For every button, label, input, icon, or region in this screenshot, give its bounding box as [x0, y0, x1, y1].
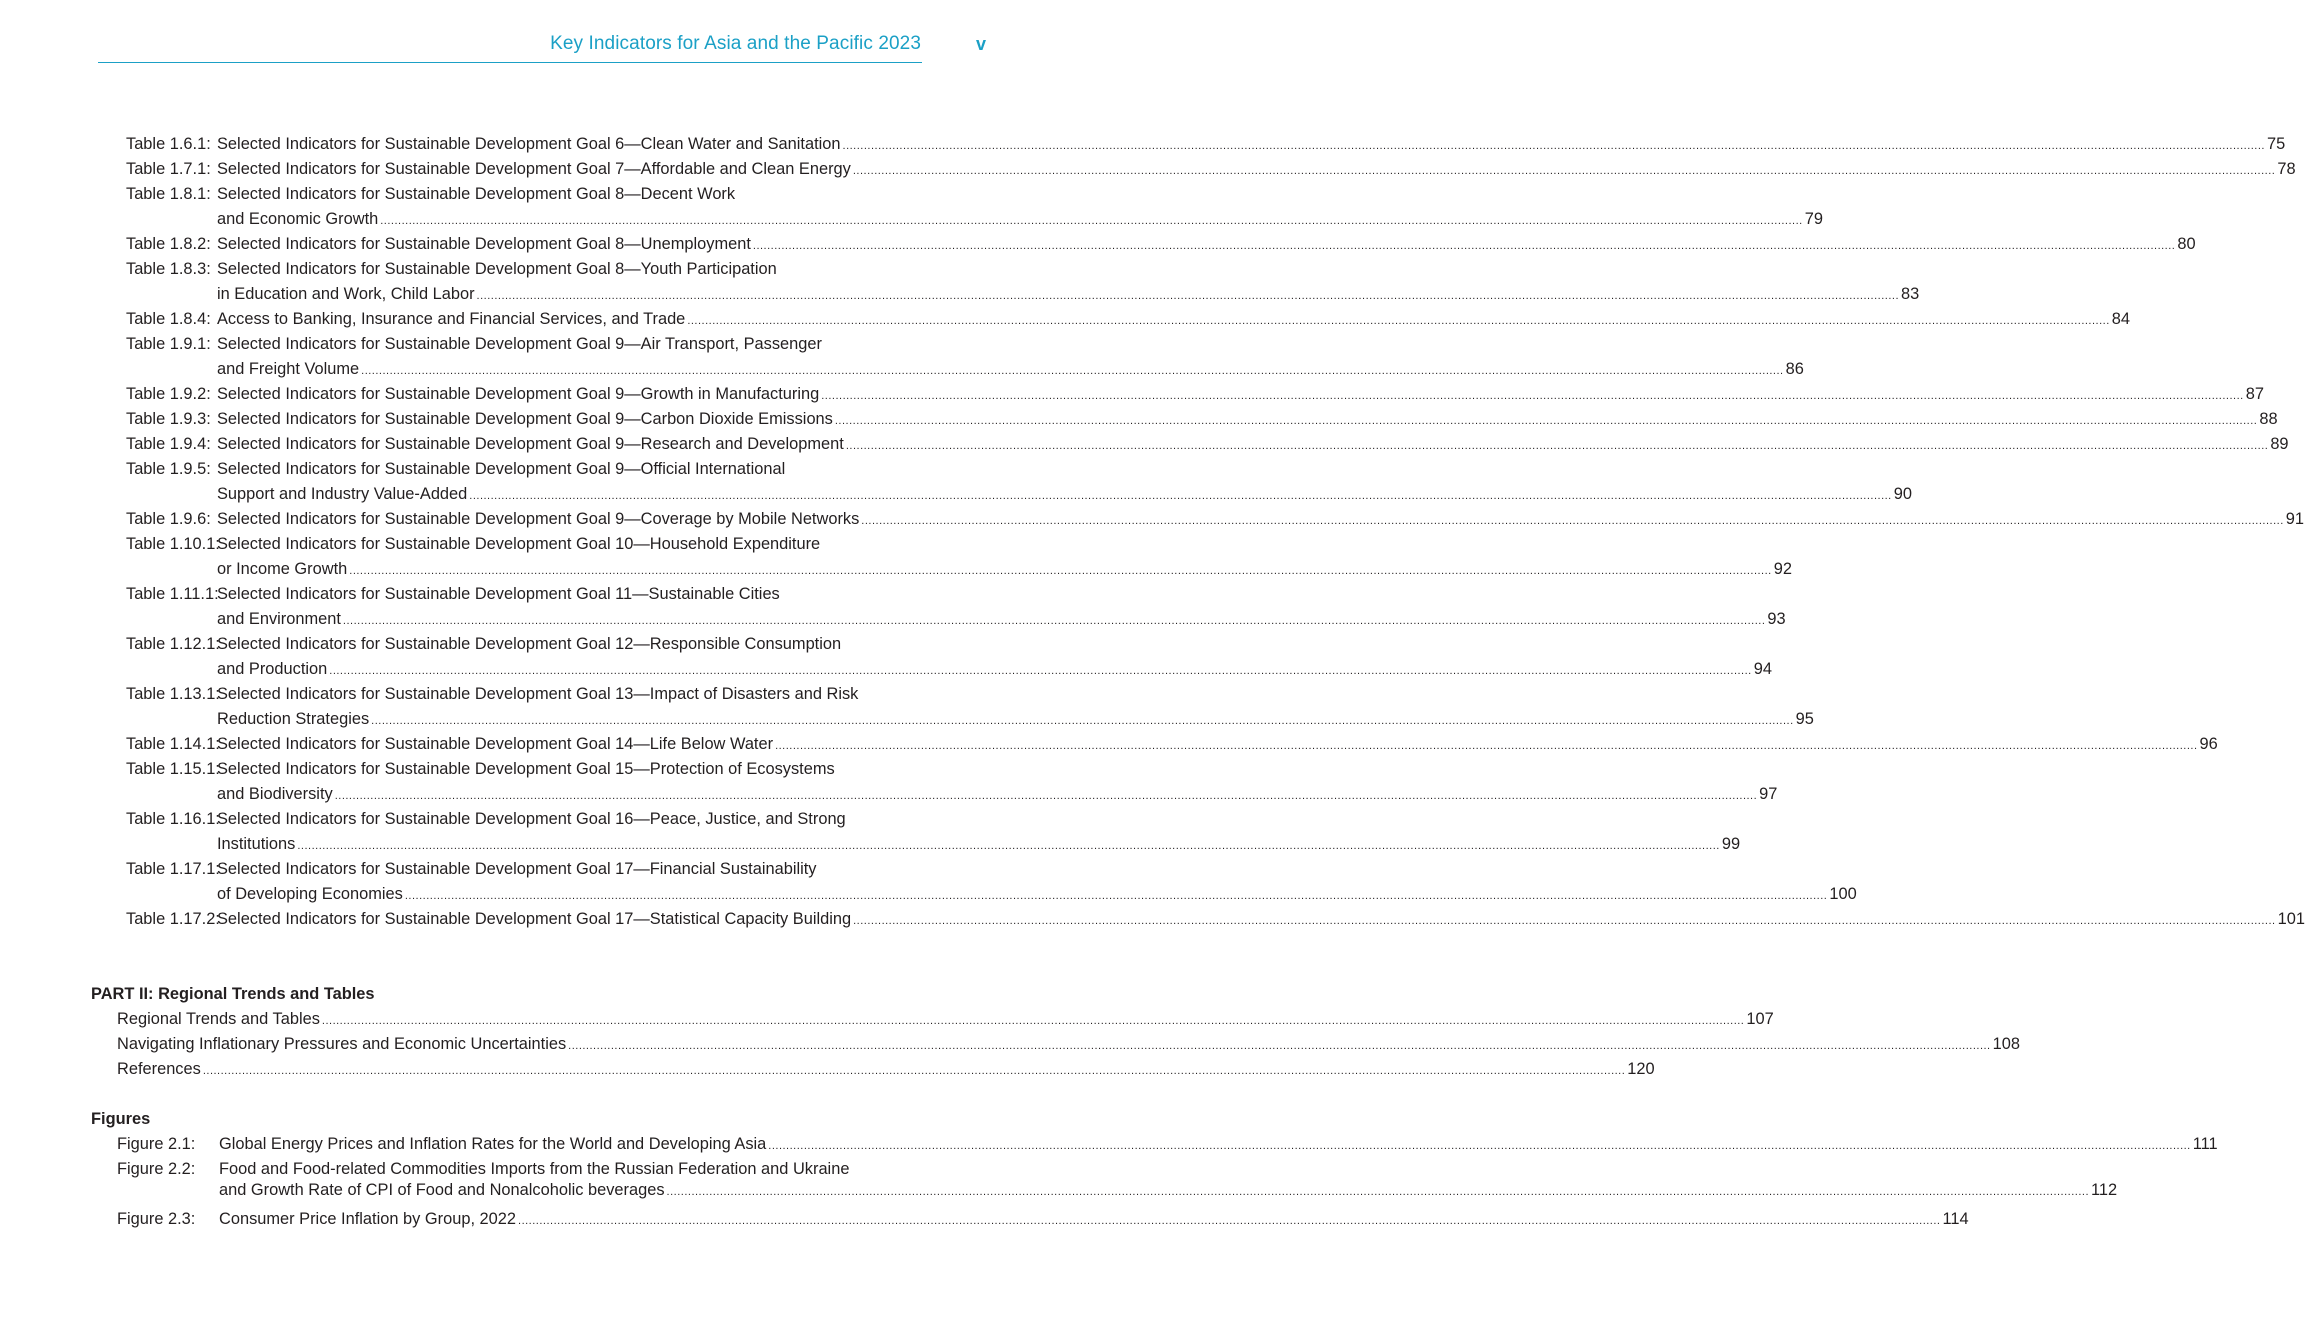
entry-label: Table 1.9.2:: [126, 385, 211, 403]
toc-entry-line[interactable]: [117, 1032, 2020, 1056]
entry-label: Table 1.8.4:: [126, 310, 211, 328]
entry-title: Institutions: [217, 835, 296, 853]
entry-page-number: 112: [2091, 1181, 2118, 1199]
entry-title: of Developing Economies: [217, 885, 403, 903]
part2-heading: PART II: Regional Trends and Tables: [91, 985, 375, 1003]
entry-page-number: 97: [1759, 785, 1778, 803]
dot-leader: ................................................................................................................................................................................................................................................................................................................................................................................................................: [404, 890, 1828, 902]
entry-page-number: 120: [1627, 1060, 1655, 1078]
toc-entry-line[interactable]: [217, 582, 928, 606]
running-header-title: Key Indicators for Asia and the Pacific 2023: [550, 33, 921, 54]
entry-title: Selected Indicators for Sustainable Development Goal 9—Air Transport, Passenger: [217, 335, 822, 353]
toc-entry-line[interactable]: [217, 707, 1814, 731]
entry-label: Table 1.9.3:: [126, 410, 211, 428]
entry-title: and Growth Rate of CPI of Food and Nonalcoholic beverages: [219, 1181, 665, 1199]
toc-entry-line[interactable]: [217, 307, 2131, 331]
toc-entry-line[interactable]: [217, 907, 2305, 931]
entry-label: Table 1.12.1:: [126, 635, 220, 653]
entry-page-number: 89: [2270, 435, 2289, 453]
toc-entry-line[interactable]: [217, 282, 1920, 306]
toc-entry-line[interactable]: [219, 1207, 1969, 1231]
entry-title: Selected Indicators for Sustainable Development Goal 8—Unemployment: [217, 235, 751, 253]
toc-entry-line[interactable]: [217, 407, 2278, 431]
entry-label: Table 1.17.1:: [126, 860, 220, 878]
dot-leader: ................................................................................................................................................................................................................................................................................................................................................................................................................: [853, 915, 2276, 927]
entry-page-number: 78: [2277, 160, 2296, 178]
dot-leader: ................................................................................................................................................................................................................................................................................................................................................................................................................: [329, 665, 1752, 677]
figures-heading: Figures: [91, 1110, 151, 1128]
entry-title: Selected Indicators for Sustainable Development Goal 11—Sustainable Cities: [217, 585, 780, 603]
entry-title: Selected Indicators for Sustainable Development Goal 17—Statistical Capacity Building: [217, 910, 852, 928]
entry-page-number: 108: [1992, 1035, 2020, 1053]
entry-page-number: 93: [1767, 610, 1786, 628]
toc-entry-line[interactable]: [217, 732, 2218, 756]
entry-title: and Biodiversity: [217, 785, 333, 803]
entry-title: Selected Indicators for Sustainable Development Goal 9—Coverage by Mobile Networks: [217, 510, 860, 528]
entry-label: Table 1.16.1:: [126, 810, 220, 828]
toc-entry-line[interactable]: [217, 832, 1741, 856]
toc-entry-line[interactable]: [219, 1178, 2118, 1202]
dot-leader: ................................................................................................................................................................................................................................................................................................................................................................................................................: [842, 140, 2265, 152]
toc-entry-line[interactable]: [217, 757, 928, 781]
entry-title: or Income Growth: [217, 560, 348, 578]
toc-entry-line[interactable]: [217, 157, 2296, 181]
dot-leader: ................................................................................................................................................................................................................................................................................................................................................................................................................: [852, 165, 2276, 177]
entry-label: Table 1.8.2:: [126, 235, 211, 253]
dot-leader: ................................................................................................................................................................................................................................................................................................................................................................................................................: [380, 215, 1803, 227]
toc-entry-line[interactable]: [217, 132, 2286, 156]
dot-leader: ................................................................................................................................................................................................................................................................................................................................................................................................................: [202, 1065, 1626, 1077]
entry-title: and Environment: [217, 610, 341, 628]
entry-page-number: 95: [1795, 710, 1814, 728]
entry-title: Support and Industry Value-Added: [217, 485, 468, 503]
toc-entry-line[interactable]: [219, 1132, 2218, 1156]
toc-entry-line[interactable]: [217, 357, 1804, 381]
entry-label: Table 1.14.1:: [126, 735, 220, 753]
entry-label: Figure 2.3:: [117, 1210, 196, 1228]
dot-leader: ................................................................................................................................................................................................................................................................................................................................................................................................................: [775, 740, 2198, 752]
entry-label: Table 1.8.3:: [126, 260, 211, 278]
toc-entry-line[interactable]: [217, 332, 928, 356]
dot-leader: ................................................................................................................................................................................................................................................................................................................................................................................................................: [342, 615, 1766, 627]
toc-entry-line[interactable]: [117, 1007, 1774, 1031]
toc-entry-line[interactable]: [217, 557, 1792, 581]
entry-title: Global Energy Prices and Inflation Rates for the World and Developing Asia: [219, 1135, 767, 1153]
dot-leader: ................................................................................................................................................................................................................................................................................................................................................................................................................: [371, 715, 1794, 727]
entry-label: Table 1.8.1:: [126, 185, 211, 203]
entry-label: Figure 2.2:: [117, 1160, 196, 1178]
entry-page-number: 99: [1721, 835, 1741, 853]
page-number: v: [975, 34, 986, 54]
dot-leader: ................................................................................................................................................................................................................................................................................................................................................................................................................: [845, 440, 2269, 452]
entry-title: Selected Indicators for Sustainable Development Goal 13—Impact of Disasters and Risk: [217, 685, 859, 703]
entry-label: Table 1.9.5:: [126, 460, 211, 478]
dot-leader: ................................................................................................................................................................................................................................................................................................................................................................................................................: [349, 565, 1772, 577]
dot-leader: ................................................................................................................................................................................................................................................................................................................................................................................................................: [334, 790, 1758, 802]
entry-title: in Education and Work, Child Labor: [217, 285, 475, 303]
entry-page-number: 107: [1746, 1010, 1774, 1028]
entry-page-number: 75: [2266, 135, 2286, 153]
entry-title: References: [117, 1060, 201, 1078]
entry-label: Figure 2.1:: [117, 1135, 196, 1153]
entry-label: Table 1.13.1:: [126, 685, 220, 703]
entry-page-number: 87: [2245, 385, 2264, 403]
header-rule: [98, 62, 922, 63]
toc-entry-line[interactable]: [217, 882, 1857, 906]
entry-title: Selected Indicators for Sustainable Development Goal 12—Responsible Consumption: [217, 635, 842, 653]
toc-entry-line[interactable]: [217, 782, 1778, 806]
entry-label: Table 1.6.1:: [126, 135, 211, 153]
entry-page-number: 94: [1753, 660, 1772, 678]
toc-entry-line[interactable]: [217, 257, 928, 281]
entry-page-number: 84: [2111, 310, 2131, 328]
dot-leader: ................................................................................................................................................................................................................................................................................................................................................................................................................: [834, 415, 2258, 427]
entry-title: Selected Indicators for Sustainable Development Goal 10—Household Expenditure: [217, 535, 821, 553]
entry-page-number: 96: [2199, 735, 2218, 753]
entry-title: Access to Banking, Insurance and Financial Services, and Trade: [217, 310, 686, 328]
toc-entry-line[interactable]: [217, 632, 928, 656]
dot-leader: ................................................................................................................................................................................................................................................................................................................................................................................................................: [469, 490, 1892, 502]
entry-title: Selected Indicators for Sustainable Development Goal 9—Growth in Manufacturing: [217, 385, 820, 403]
toc-entry-line[interactable]: [217, 857, 928, 881]
dot-leader: ................................................................................................................................................................................................................................................................................................................................................................................................................: [821, 390, 2244, 402]
entry-title: Food and Food-related Commodities Imports from the Russian Federation and Ukraine: [219, 1160, 850, 1178]
entry-title: Navigating Inflationary Pressures and Economic Uncertainties: [117, 1035, 567, 1053]
entry-page-number: 114: [1942, 1210, 1969, 1228]
entry-page-number: 91: [2285, 510, 2304, 528]
toc-entry-line[interactable]: [217, 532, 928, 556]
entry-label: Table 1.9.4:: [126, 435, 211, 453]
entry-title: and Economic Growth: [217, 210, 379, 228]
toc-entry-line[interactable]: [217, 682, 928, 706]
entry-title: Selected Indicators for Sustainable Development Goal 9—Research and Development: [217, 435, 844, 453]
entry-title: Regional Trends and Tables: [117, 1010, 320, 1028]
entry-label: Table 1.15.1:: [126, 760, 220, 778]
toc-entry-line[interactable]: [217, 232, 2196, 256]
toc-entry-line[interactable]: [217, 207, 1823, 231]
entry-title: Selected Indicators for Sustainable Development Goal 8—Youth Participation: [217, 260, 777, 278]
toc-entry-line[interactable]: [117, 1057, 1655, 1081]
entry-page-number: 111: [2192, 1135, 2218, 1153]
toc-entry-line[interactable]: [217, 382, 2264, 406]
toc-entry-line[interactable]: [217, 807, 928, 831]
dot-leader: ................................................................................................................................................................................................................................................................................................................................................................................................................: [687, 315, 2110, 327]
toc-entry-line[interactable]: [217, 657, 1772, 681]
entry-title: and Production: [217, 660, 328, 678]
toc-entry-line[interactable]: [217, 482, 1912, 506]
entry-title: and Freight Volume: [217, 360, 360, 378]
entry-label: Table 1.9.6:: [126, 510, 211, 528]
dot-leader: ................................................................................................................................................................................................................................................................................................................................................................................................................: [568, 1040, 1991, 1052]
entry-title: Reduction Strategies: [217, 710, 370, 728]
entry-title: Consumer Price Inflation by Group, 2022: [219, 1210, 517, 1228]
dot-leader: ................................................................................................................................................................................................................................................................................................................................................................................................................: [518, 1215, 1941, 1227]
entry-page-number: 90: [1893, 485, 1912, 503]
entry-title: Selected Indicators for Sustainable Development Goal 14—Life Below Water: [217, 735, 774, 753]
entry-page-number: 101: [2277, 910, 2305, 928]
entry-page-number: 100: [1829, 885, 1857, 903]
dot-leader: ................................................................................................................................................................................................................................................................................................................................................................................................................: [321, 1015, 1745, 1027]
dot-leader: ................................................................................................................................................................................................................................................................................................................................................................................................................: [476, 290, 1900, 302]
entry-page-number: 83: [1901, 285, 1920, 303]
entry-page-number: 80: [2177, 235, 2196, 253]
dot-leader: ................................................................................................................................................................................................................................................................................................................................................................................................................: [861, 515, 2284, 527]
entry-title: Selected Indicators for Sustainable Development Goal 7—Affordable and Clean Energy: [217, 160, 851, 178]
entry-title: Selected Indicators for Sustainable Development Goal 16—Peace, Justice, and Strong: [217, 810, 846, 828]
toc-entry-line[interactable]: [217, 457, 928, 481]
dot-leader: ................................................................................................................................................................................................................................................................................................................................................................................................................: [297, 840, 1720, 852]
dot-leader: ................................................................................................................................................................................................................................................................................................................................................................................................................: [768, 1140, 2191, 1152]
entry-title: Selected Indicators for Sustainable Development Goal 8—Decent Work: [217, 185, 736, 203]
entry-page-number: 88: [2259, 410, 2278, 428]
entry-title: Selected Indicators for Sustainable Development Goal 17—Financial Sustainability: [217, 860, 817, 878]
entry-page-number: 79: [1804, 210, 1823, 228]
toc-entry-line[interactable]: [217, 432, 2289, 456]
dot-leader: ................................................................................................................................................................................................................................................................................................................................................................................................................: [361, 365, 1784, 377]
entry-title: Selected Indicators for Sustainable Development Goal 15—Protection of Ecosystems: [217, 760, 835, 778]
entry-title: Selected Indicators for Sustainable Development Goal 6—Clean Water and Sanitation: [217, 135, 841, 153]
entry-label: Table 1.9.1:: [126, 335, 211, 353]
toc-entry-line[interactable]: [217, 607, 1786, 631]
entry-title: Selected Indicators for Sustainable Development Goal 9—Official International: [217, 460, 786, 478]
entry-page-number: 92: [1773, 560, 1792, 578]
dot-leader: ................................................................................................................................................................................................................................................................................................................................................................................................................: [752, 240, 2176, 252]
entry-label: Table 1.17.2:: [126, 910, 220, 928]
dot-leader: ................................................................................................................................................................................................................................................................................................................................................................................................................: [666, 1186, 2090, 1198]
entry-label: Table 1.11.1:: [126, 585, 219, 603]
entry-page-number: 86: [1785, 360, 1804, 378]
entry-label: Table 1.10.1:: [126, 535, 220, 553]
toc-entry-line[interactable]: [217, 507, 2304, 531]
entry-title: Selected Indicators for Sustainable Development Goal 9—Carbon Dioxide Emissions: [217, 410, 833, 428]
toc-entry-line[interactable]: [217, 182, 928, 206]
entry-label: Table 1.7.1:: [126, 160, 211, 178]
